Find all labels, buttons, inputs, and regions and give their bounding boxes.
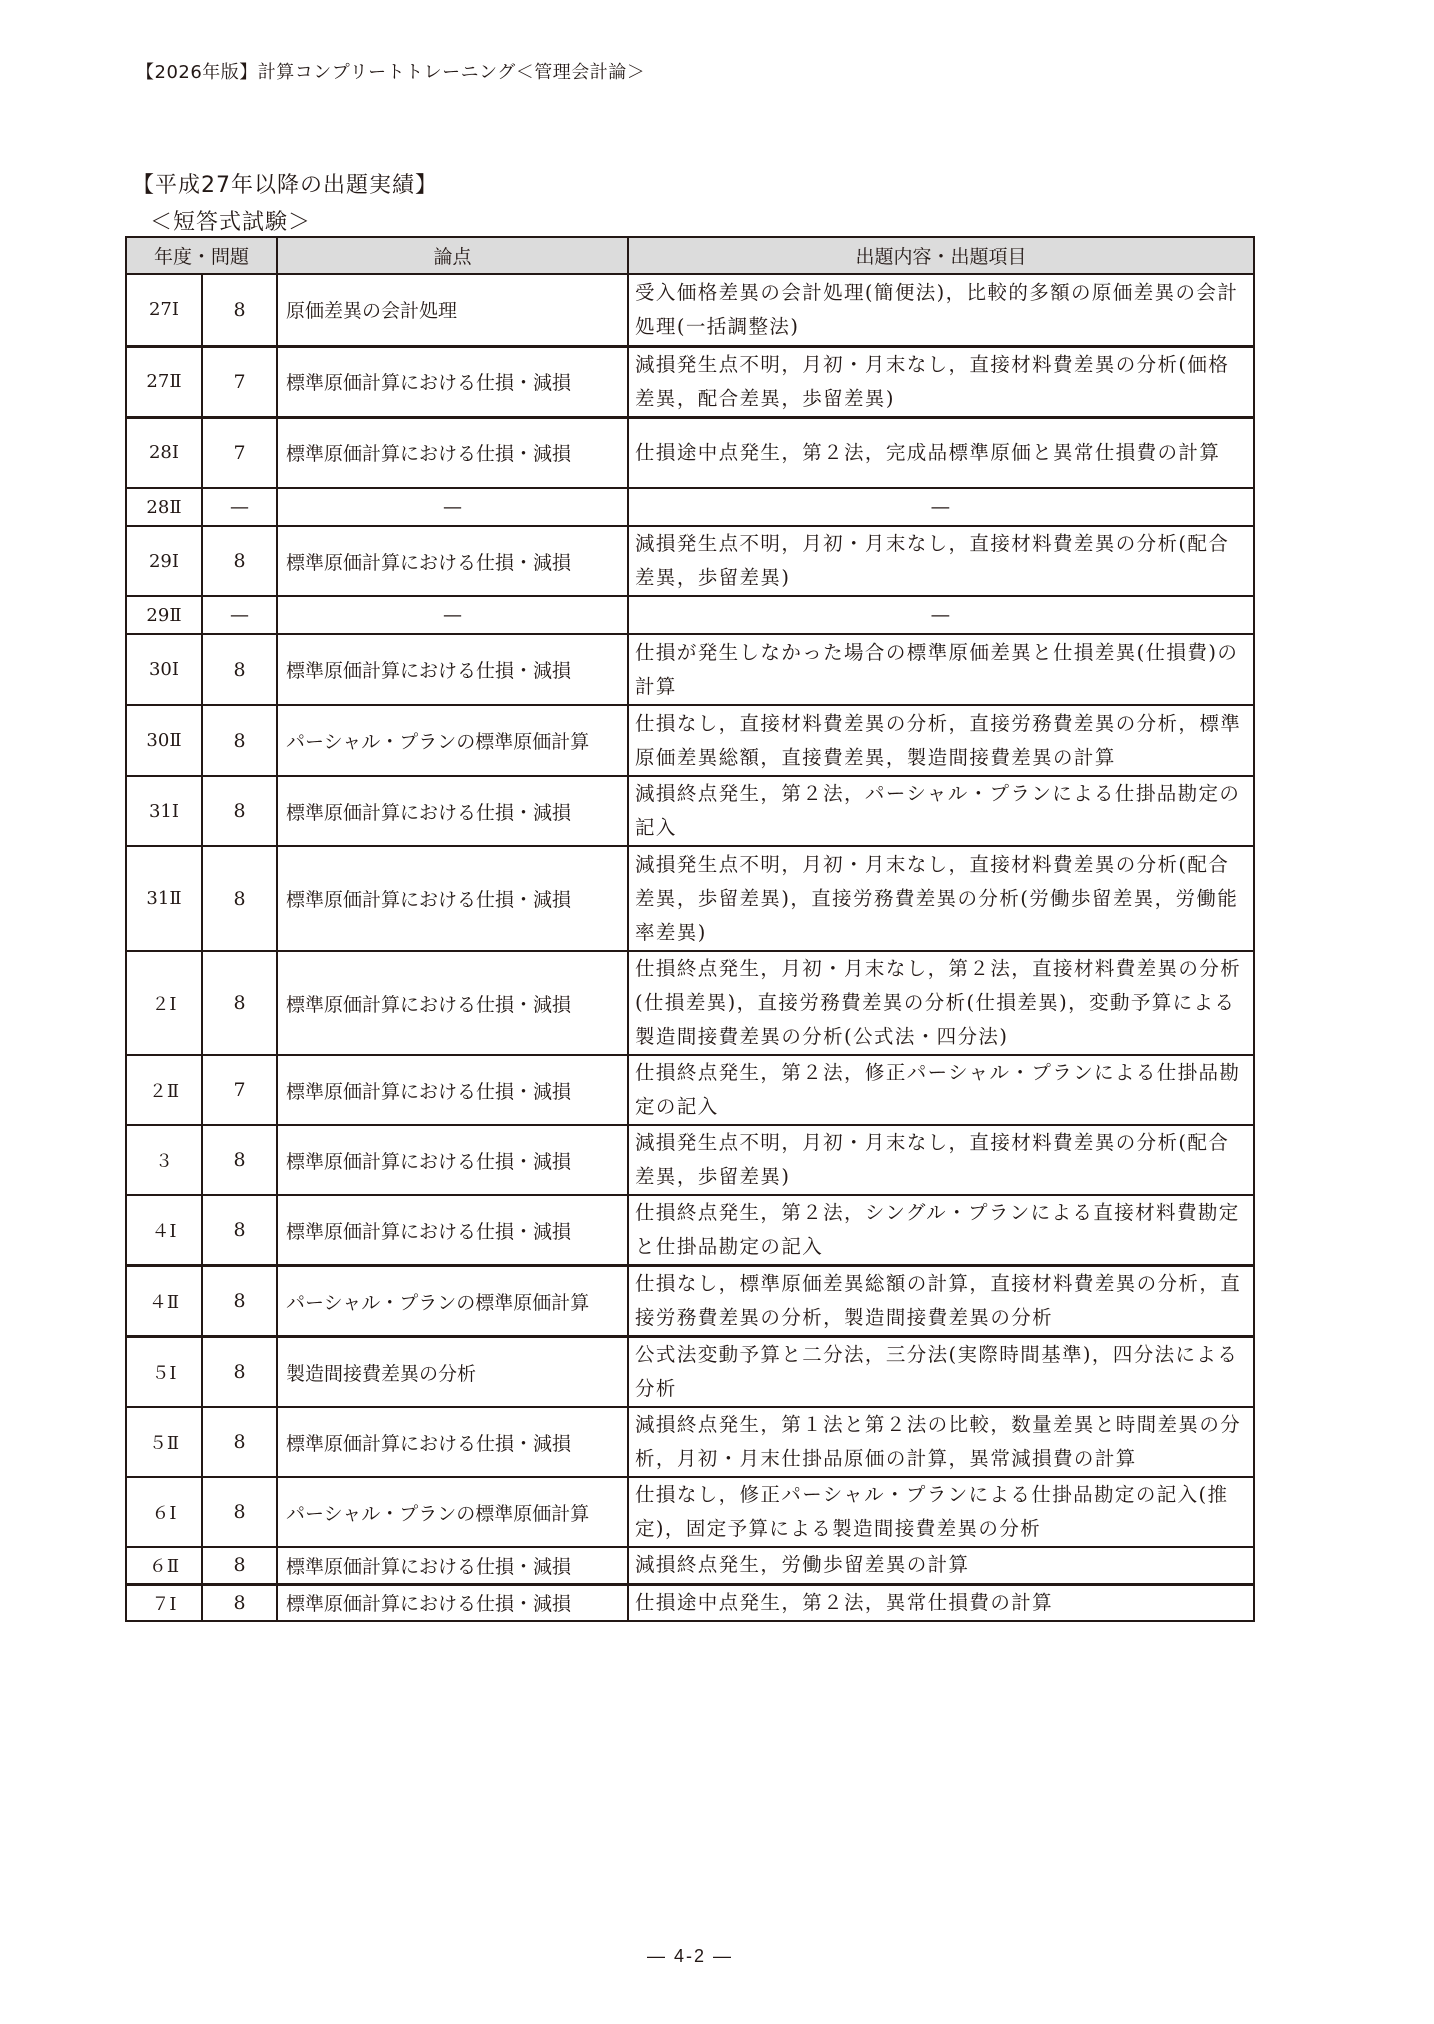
table-row	[126, 1125, 1254, 1195]
question-cell: 8	[202, 1547, 277, 1584]
topic-cell: 標準原価計算における仕損・減損	[277, 634, 628, 705]
question-cell: 8	[202, 846, 277, 951]
year-cell: ６Ⅰ	[126, 1477, 202, 1547]
table-row	[126, 1584, 1254, 1621]
table-row	[126, 526, 1254, 596]
topic-cell: 標準原価計算における仕損・減損	[277, 776, 628, 846]
year-cell: 31Ⅱ	[126, 846, 202, 951]
content-cell: 仕損途中点発生，第２法，完成品標準原価と異常仕損費の計算	[628, 417, 1254, 488]
question-cell: —	[202, 596, 277, 634]
table-header-row	[126, 237, 1254, 274]
year-cell: 27Ⅰ	[126, 274, 202, 346]
year-cell: 30Ⅰ	[126, 634, 202, 705]
table-row	[126, 846, 1254, 951]
year-cell: 30Ⅱ	[126, 705, 202, 776]
content-cell: 減損終点発生，第１法と第２法の比較，数量差異と時間差異の分析，月初・月末仕掛品原価の計算，異常減損費の計算	[628, 1407, 1254, 1477]
topic-cell: 原価差異の会計処理	[277, 274, 628, 346]
question-cell: 8	[202, 274, 277, 346]
table-row	[126, 776, 1254, 846]
question-cell: 8	[202, 1266, 277, 1337]
content-cell: 仕損終点発生，第２法，修正パーシャル・プランによる仕掛品勘定の記入	[628, 1055, 1254, 1125]
year-cell: 29Ⅰ	[126, 526, 202, 596]
content-cell: 公式法変動予算と二分法，三分法(実際時間基準)，四分法による分析	[628, 1337, 1254, 1408]
content-cell: 仕損なし，標準原価差異総額の計算，直接材料費差異の分析，直接労務費差異の分析，製造間接費差異の分析	[628, 1266, 1254, 1337]
question-cell: 8	[202, 1407, 277, 1477]
question-cell: 8	[202, 1477, 277, 1547]
table-row	[126, 596, 1254, 634]
year-cell: 28Ⅱ	[126, 488, 202, 526]
topic-cell: 標準原価計算における仕損・減損	[277, 1055, 628, 1125]
topic-cell: 標準原価計算における仕損・減損	[277, 1584, 628, 1621]
table-row	[126, 417, 1254, 488]
content-cell: —	[628, 596, 1254, 634]
table-row	[126, 274, 1254, 346]
content-cell: 仕損が発生しなかった場合の標準原価差異と仕損差異(仕損費)の計算	[628, 634, 1254, 705]
table-row	[126, 1407, 1254, 1477]
topic-cell: 標準原価計算における仕損・減損	[277, 1195, 628, 1266]
topic-cell: 標準原価計算における仕損・減損	[277, 417, 628, 488]
year-cell: ２Ⅰ	[126, 951, 202, 1055]
content-cell: 仕損なし，直接材料費差異の分析，直接労務費差異の分析，標準原価差異総額，直接費差異，製造間接費差異の計算	[628, 705, 1254, 776]
year-cell: ４Ⅰ	[126, 1195, 202, 1266]
content-cell: 仕損なし，修正パーシャル・プランによる仕掛品勘定の記入(推定)，固定予算による製造間接費差異の分析	[628, 1477, 1254, 1547]
topic-cell: 標準原価計算における仕損・減損	[277, 1407, 628, 1477]
year-cell: 27Ⅱ	[126, 346, 202, 417]
header-topic: 論点	[277, 237, 628, 274]
header-year-question: 年度・問題	[126, 237, 277, 274]
year-cell: 29Ⅱ	[126, 596, 202, 634]
year-cell: ３	[126, 1125, 202, 1195]
year-cell: ６Ⅱ	[126, 1547, 202, 1584]
question-cell: 8	[202, 1125, 277, 1195]
topic-cell: パーシャル・プランの標準原価計算	[277, 1477, 628, 1547]
content-cell: 減損発生点不明，月初・月末なし，直接材料費差異の分析(配合差異，歩留差異)，直接労務費差異の分析(労働歩留差異，労働能率差異)	[628, 846, 1254, 951]
table-row	[126, 1266, 1254, 1337]
question-cell: 8	[202, 776, 277, 846]
topic-cell: 標準原価計算における仕損・減損	[277, 346, 628, 417]
question-cell: 8	[202, 634, 277, 705]
topic-cell: 標準原価計算における仕損・減損	[277, 526, 628, 596]
topic-cell: 標準原価計算における仕損・減損	[277, 846, 628, 951]
year-cell: ４Ⅱ	[126, 1266, 202, 1337]
year-cell: ２Ⅱ	[126, 1055, 202, 1125]
table-row	[126, 1337, 1254, 1408]
question-cell: 8	[202, 526, 277, 596]
topic-cell: 標準原価計算における仕損・減損	[277, 951, 628, 1055]
table-row	[126, 488, 1254, 526]
topic-cell: パーシャル・プランの標準原価計算	[277, 705, 628, 776]
topic-cell: 標準原価計算における仕損・減損	[277, 1125, 628, 1195]
question-cell: 7	[202, 417, 277, 488]
question-cell: 8	[202, 951, 277, 1055]
question-cell: 8	[202, 1195, 277, 1266]
question-cell: 8	[202, 705, 277, 776]
content-cell: 減損発生点不明，月初・月末なし，直接材料費差異の分析(価格差異，配合差異，歩留差異)	[628, 346, 1254, 417]
topic-cell: —	[277, 596, 628, 634]
question-cell: 7	[202, 346, 277, 417]
question-cell: 7	[202, 1055, 277, 1125]
table-row	[126, 951, 1254, 1055]
table-row	[126, 346, 1254, 417]
topic-cell: パーシャル・プランの標準原価計算	[277, 1266, 628, 1337]
content-cell: 減損発生点不明，月初・月末なし，直接材料費差異の分析(配合差異，歩留差異)	[628, 1125, 1254, 1195]
year-cell: ７Ⅰ	[126, 1584, 202, 1621]
topic-cell: 標準原価計算における仕損・減損	[277, 1547, 628, 1584]
year-cell: ５Ⅰ	[126, 1337, 202, 1408]
table-row	[126, 1477, 1254, 1547]
topic-cell: 製造間接費差異の分析	[277, 1337, 628, 1408]
question-cell: —	[202, 488, 277, 526]
page-number: — 4-2 —	[646, 1946, 734, 1966]
content-cell: 仕損終点発生，第２法，シングル・プランによる直接材料費勘定と仕掛品勘定の記入	[628, 1195, 1254, 1266]
table-row	[126, 1547, 1254, 1584]
content-cell: 減損発生点不明，月初・月末なし，直接材料費差異の分析(配合差異，歩留差異)	[628, 526, 1254, 596]
year-cell: 31Ⅰ	[126, 776, 202, 846]
year-cell: 28Ⅰ	[126, 417, 202, 488]
content-cell: 仕損途中点発生，第２法，異常仕損費の計算	[628, 1584, 1254, 1621]
content-cell: 受入価格差異の会計処理(簡便法)，比較的多額の原価差異の会計処理(一括調整法)	[628, 274, 1254, 346]
header-content: 出題内容・出題項目	[628, 237, 1254, 274]
content-cell: 仕損終点発生，月初・月末なし，第２法，直接材料費差異の分析(仕損差異)，直接労務費差異の分析(仕損差異)，変動予算による製造間接費差異の分析(公式法・四分法)	[628, 951, 1254, 1055]
content-cell: —	[628, 488, 1254, 526]
topic-cell: —	[277, 488, 628, 526]
exam-record-table	[125, 236, 1255, 1622]
question-cell: 8	[202, 1337, 277, 1408]
content-cell: 減損終点発生，第２法，パーシャル・プランによる仕掛品勘定の記入	[628, 776, 1254, 846]
table-row	[126, 705, 1254, 776]
year-cell: ５Ⅱ	[126, 1407, 202, 1477]
section-title: 【平成27年以降の出題実績】	[132, 173, 438, 198]
running-header: 【2026年版】計算コンプリートトレーニング＜管理会計論＞	[136, 62, 646, 83]
table-row	[126, 634, 1254, 705]
table-row	[126, 1055, 1254, 1125]
content-cell: 減損終点発生，労働歩留差異の計算	[628, 1547, 1254, 1584]
table-row	[126, 1195, 1254, 1266]
question-cell: 8	[202, 1584, 277, 1621]
section-subtitle: ＜短答式試験＞	[150, 210, 312, 235]
